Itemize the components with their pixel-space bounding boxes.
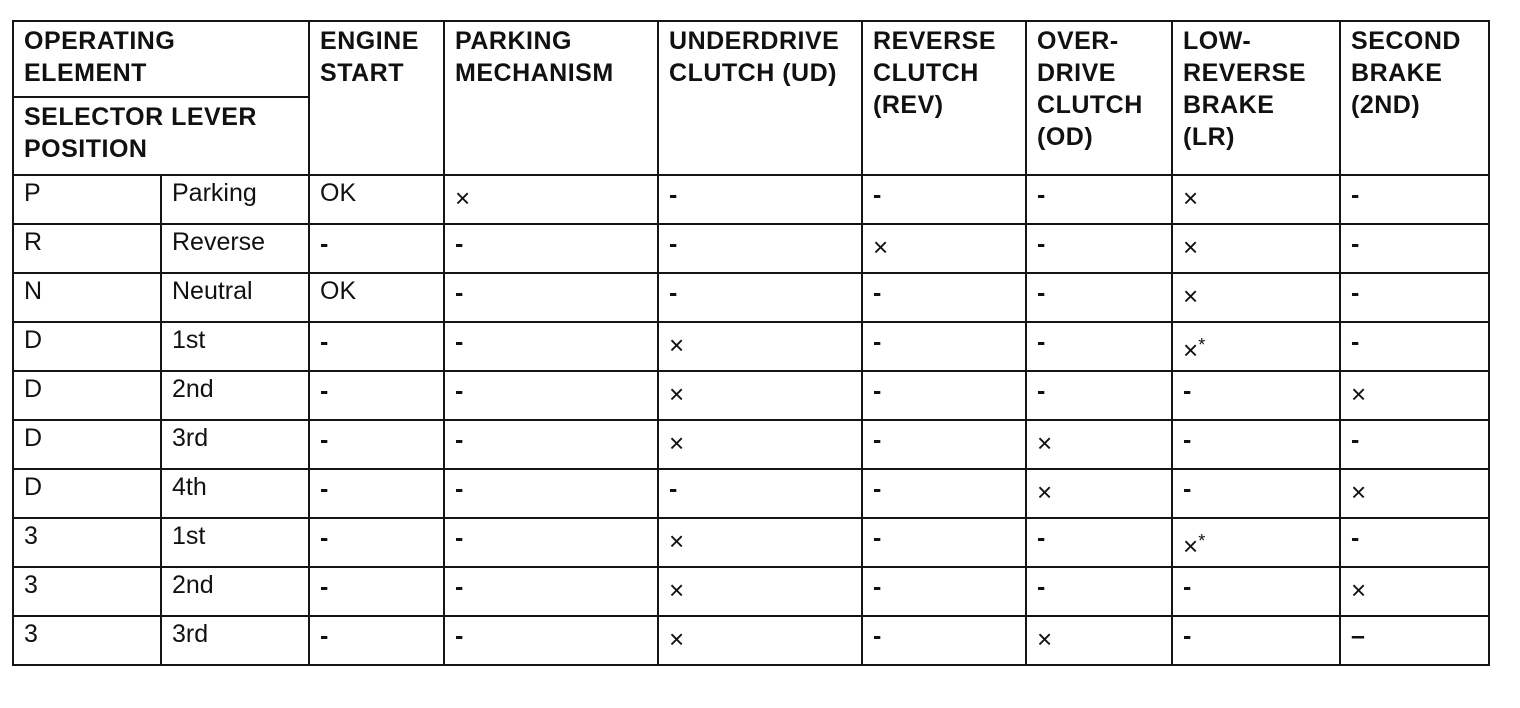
status-cell xyxy=(658,420,862,469)
col-underdrive-clutch-header: UNDERDRIVE CLUTCH (UD) xyxy=(658,21,862,175)
status-mark: × xyxy=(669,575,685,605)
status-mark: - xyxy=(1037,573,1046,601)
gear-cell: 2nd xyxy=(161,567,309,616)
status-mark: - xyxy=(1183,475,1192,503)
status-mark: × xyxy=(873,232,889,262)
status-cell xyxy=(1340,175,1489,224)
col-second-brake-header: SECOND BRAKE (2ND) xyxy=(1340,21,1489,175)
selector-position-cell: 3 xyxy=(13,518,161,567)
status-mark: × xyxy=(455,183,471,213)
status-mark: - xyxy=(1037,328,1046,356)
status-cell xyxy=(444,371,658,420)
status-cell xyxy=(1172,175,1340,224)
status-cell xyxy=(309,175,444,224)
col-parking-mechanism-header: PARKING MECHANISM xyxy=(444,21,658,175)
gear-cell: Neutral xyxy=(161,273,309,322)
gear-cell: 1st xyxy=(161,322,309,371)
status-mark: - xyxy=(1037,230,1046,258)
status-mark: - xyxy=(1037,524,1046,552)
status-mark: - xyxy=(1183,426,1192,454)
status-cell xyxy=(1340,469,1489,518)
col-low-reverse-brake-header: LOW- REVERSE BRAKE (LR) xyxy=(1172,21,1340,175)
status-cell xyxy=(309,322,444,371)
gear-cell: Parking xyxy=(161,175,309,224)
status-cell xyxy=(444,273,658,322)
status-cell xyxy=(658,567,862,616)
table-row xyxy=(13,567,1489,616)
status-mark: - xyxy=(455,622,464,650)
status-cell xyxy=(309,518,444,567)
status-cell xyxy=(1340,567,1489,616)
status-mark: - xyxy=(320,475,329,503)
status-cell xyxy=(444,420,658,469)
status-mark: - xyxy=(320,377,329,405)
status-mark: - xyxy=(1037,181,1046,209)
status-cell xyxy=(658,518,862,567)
status-cell xyxy=(309,420,444,469)
status-mark: ×* xyxy=(1183,335,1206,365)
status-mark: × xyxy=(1183,232,1199,262)
status-mark: - xyxy=(669,230,678,258)
status-mark: - xyxy=(873,426,882,454)
status-mark: - xyxy=(1351,426,1360,454)
status-cell xyxy=(1026,518,1172,567)
status-mark: - xyxy=(455,230,464,258)
status-cell xyxy=(1026,175,1172,224)
table-row xyxy=(13,371,1489,420)
status-cell xyxy=(444,616,658,665)
table-row xyxy=(13,224,1489,273)
status-mark: - xyxy=(320,328,329,356)
status-cell xyxy=(1026,273,1172,322)
status-cell xyxy=(309,469,444,518)
table-row xyxy=(13,616,1489,665)
status-cell xyxy=(658,175,862,224)
status-cell xyxy=(1172,518,1340,567)
status-mark: OK xyxy=(320,179,357,207)
status-cell xyxy=(1340,371,1489,420)
status-mark: × xyxy=(1351,477,1367,507)
status-cell xyxy=(862,567,1026,616)
status-mark: ×* xyxy=(1183,531,1206,561)
status-mark: OK xyxy=(320,277,357,305)
status-cell xyxy=(1026,567,1172,616)
status-mark: - xyxy=(873,328,882,356)
status-mark: - xyxy=(1351,181,1360,209)
status-cell xyxy=(862,175,1026,224)
gear-cell: 2nd xyxy=(161,371,309,420)
gear-cell: Reverse xyxy=(161,224,309,273)
table-body xyxy=(13,175,1489,665)
status-mark: × xyxy=(669,624,685,654)
status-cell xyxy=(1172,567,1340,616)
selector-position-cell: D xyxy=(13,371,161,420)
selector-lever-position-header: SELECTOR LEVER POSITION xyxy=(13,97,309,175)
status-mark: - xyxy=(873,573,882,601)
status-mark: - xyxy=(1183,377,1192,405)
status-cell xyxy=(1172,469,1340,518)
status-cell xyxy=(1026,371,1172,420)
status-mark: × xyxy=(1351,379,1367,409)
status-mark: - xyxy=(455,328,464,356)
status-cell xyxy=(309,567,444,616)
operating-element-header: OPERATING ELEMENT xyxy=(13,21,309,97)
table-row xyxy=(13,518,1489,567)
selector-position-cell: P xyxy=(13,175,161,224)
status-cell xyxy=(1026,420,1172,469)
status-mark: - xyxy=(455,426,464,454)
status-mark: × xyxy=(669,330,685,360)
status-mark: - xyxy=(1351,328,1360,356)
status-mark: - xyxy=(873,475,882,503)
status-cell xyxy=(1340,273,1489,322)
status-mark: - xyxy=(455,279,464,307)
status-cell xyxy=(1340,322,1489,371)
status-mark: × xyxy=(1183,281,1199,311)
status-mark: - xyxy=(320,573,329,601)
col-engine-start-header: ENGINE START xyxy=(309,21,444,175)
gear-cell: 4th xyxy=(161,469,309,518)
status-cell xyxy=(862,518,1026,567)
status-cell xyxy=(1172,371,1340,420)
selector-position-cell: D xyxy=(13,322,161,371)
status-cell xyxy=(1340,518,1489,567)
status-mark: - xyxy=(455,573,464,601)
status-cell xyxy=(309,224,444,273)
status-cell xyxy=(1340,224,1489,273)
status-mark: - xyxy=(320,426,329,454)
status-cell xyxy=(1172,322,1340,371)
status-mark: - xyxy=(1183,622,1192,650)
status-mark: - xyxy=(1037,279,1046,307)
status-cell xyxy=(658,322,862,371)
table-row xyxy=(13,322,1489,371)
status-mark: - xyxy=(455,475,464,503)
status-mark: × xyxy=(669,379,685,409)
table-row xyxy=(13,420,1489,469)
table-row xyxy=(13,175,1489,224)
status-cell xyxy=(444,469,658,518)
selector-position-cell: 3 xyxy=(13,616,161,665)
status-cell xyxy=(1026,224,1172,273)
status-mark: - xyxy=(320,524,329,552)
status-mark: - xyxy=(1183,573,1192,601)
status-mark: - xyxy=(320,622,329,650)
col-overdrive-clutch-header: OVER- DRIVE CLUTCH (OD) xyxy=(1026,21,1172,175)
status-cell xyxy=(862,273,1026,322)
status-cell xyxy=(444,224,658,273)
status-cell xyxy=(309,273,444,322)
status-cell xyxy=(1026,469,1172,518)
status-cell xyxy=(1340,616,1489,665)
status-mark: - xyxy=(873,181,882,209)
status-mark: - xyxy=(455,524,464,552)
status-cell xyxy=(658,273,862,322)
status-cell xyxy=(862,420,1026,469)
status-mark: - xyxy=(873,524,882,552)
status-mark: - xyxy=(669,279,678,307)
status-cell xyxy=(658,469,862,518)
status-mark: - xyxy=(1351,279,1360,307)
status-cell xyxy=(862,469,1026,518)
status-cell xyxy=(309,371,444,420)
status-cell xyxy=(862,224,1026,273)
status-mark: - xyxy=(1351,230,1360,258)
gear-cell: 1st xyxy=(161,518,309,567)
selector-position-cell: D xyxy=(13,469,161,518)
selector-position-cell: D xyxy=(13,420,161,469)
status-mark: × xyxy=(1037,428,1053,458)
status-cell xyxy=(658,371,862,420)
status-mark: - xyxy=(1351,524,1360,552)
status-cell xyxy=(444,518,658,567)
col-reverse-clutch-header: REVERSE CLUTCH (REV) xyxy=(862,21,1026,175)
status-mark: – xyxy=(1351,622,1365,650)
status-cell xyxy=(862,371,1026,420)
status-cell xyxy=(444,322,658,371)
selector-position-cell: R xyxy=(13,224,161,273)
selector-position-cell: N xyxy=(13,273,161,322)
status-cell xyxy=(658,224,862,273)
status-mark: × xyxy=(1037,477,1053,507)
status-cell xyxy=(1172,420,1340,469)
status-cell xyxy=(1172,616,1340,665)
status-cell xyxy=(444,567,658,616)
status-mark: - xyxy=(1037,377,1046,405)
status-cell xyxy=(1026,616,1172,665)
status-mark: × xyxy=(669,428,685,458)
gear-cell: 3rd xyxy=(161,616,309,665)
gear-cell: 3rd xyxy=(161,420,309,469)
status-mark: - xyxy=(320,230,329,258)
table-row xyxy=(13,469,1489,518)
operating-element-table xyxy=(12,20,1490,666)
status-cell xyxy=(862,616,1026,665)
status-mark: - xyxy=(873,377,882,405)
status-mark: × xyxy=(1351,575,1367,605)
status-mark: × xyxy=(669,526,685,556)
status-mark: - xyxy=(455,377,464,405)
status-mark: - xyxy=(873,622,882,650)
status-mark: - xyxy=(669,475,678,503)
status-cell xyxy=(1026,322,1172,371)
status-cell xyxy=(309,616,444,665)
status-cell xyxy=(862,322,1026,371)
status-mark: - xyxy=(873,279,882,307)
status-mark: - xyxy=(669,181,678,209)
header-row-top xyxy=(13,21,1489,97)
status-cell xyxy=(1172,273,1340,322)
table-row xyxy=(13,273,1489,322)
status-cell xyxy=(658,616,862,665)
status-cell xyxy=(1340,420,1489,469)
status-mark: × xyxy=(1037,624,1053,654)
status-mark: × xyxy=(1183,183,1199,213)
status-cell xyxy=(444,175,658,224)
selector-position-cell: 3 xyxy=(13,567,161,616)
status-cell xyxy=(1172,224,1340,273)
